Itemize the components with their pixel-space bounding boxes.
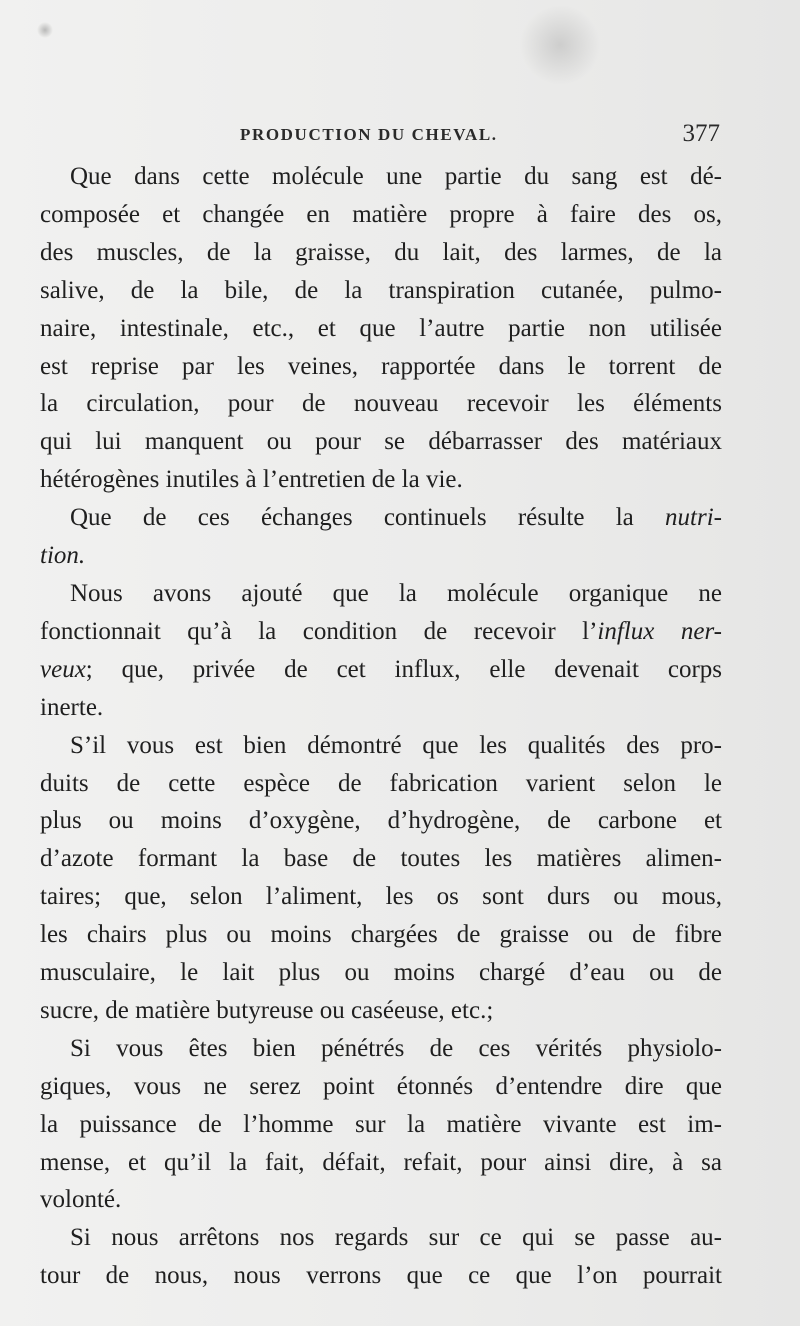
text-line: la puissance de l’homme sur la matière vivante est im- [40, 1110, 722, 1138]
italic-term: influx ner- [597, 617, 722, 645]
text-line: sucre, de matière butyreuse ou caséeuse, etc.; [40, 996, 494, 1024]
text-line: volonté. [40, 1186, 122, 1214]
text-fragment: ; que, privée de cet influx, elle devenait corps [85, 655, 722, 683]
text-line: les chairs plus ou moins chargées de graisse ou de fibre [40, 921, 722, 949]
text-line [40, 613, 722, 651]
text-line: est reprise par les veines, rapportée dans le torrent de [40, 352, 722, 380]
text-line: Que dans cette molécule une partie du sang est dé- [70, 163, 722, 190]
text-line: Nous avons ajouté que la molécule organique ne [70, 579, 722, 607]
italic-term: veux [40, 655, 86, 683]
text-line: d’azote formant la base de toutes les matières alimen- [40, 845, 722, 873]
text-line: naire, intestinale, etc., et que l’autre partie non utilisée [40, 314, 722, 342]
italic-term: tion. [40, 542, 86, 570]
text-line: plus ou moins d’oxygène, d’hydrogène, de carbone et [40, 807, 722, 835]
text-line [40, 499, 722, 537]
italic-term: nutri- [665, 504, 722, 532]
text-line: des muscles, de la graisse, du lait, des larmes, de la [40, 238, 722, 266]
running-head [40, 120, 720, 150]
text-line: qui lui manquent ou pour se débarrasser des matériaux [40, 428, 722, 456]
text-line: hétérogènes inutiles à l’entretien de la vie. [40, 466, 463, 494]
text-line: duits de cette espèce de fabrication varient selon le [40, 769, 722, 797]
text-line: S’il vous est bien démontré que les qualités des pro- [70, 731, 722, 759]
text-fragment: fonctionnait qu’à la condition de recevoir l’ [40, 617, 598, 645]
text-line: mense, et qu’il la fait, défait, refait, pour ainsi dire, à sa [40, 1148, 722, 1176]
text-line [40, 537, 722, 575]
text-line: musculaire, le lait plus ou moins chargé d’eau ou de [40, 959, 722, 987]
body-text [40, 158, 722, 1295]
text-line: salive, de la bile, de la transpiration cutanée, pulmo- [40, 276, 722, 304]
text-line: giques, vous ne serez point étonnés d’entendre dire que [40, 1072, 722, 1100]
text-line [40, 651, 722, 689]
text-line: tour de nous, nous verrons que ce que l’on pourrait [40, 1262, 722, 1290]
text-fragment: Que de ces échanges continuels résulte la [70, 504, 634, 532]
text-line: inerte. [40, 693, 104, 721]
text-line: taires; que, selon l’aliment, les os sont durs ou mous, [40, 883, 722, 911]
text-line: Si nous arrêtons nos regards sur ce qui se passe au- [70, 1224, 722, 1252]
page-number: 377 [682, 120, 720, 147]
text-line: Si vous êtes bien pénétrés de ces vérités physiolo- [70, 1034, 722, 1062]
running-title: PRODUCTION DU CHEVAL. [240, 125, 498, 144]
text-line: composée et changée en matière propre à faire des os, [40, 200, 722, 228]
text-line: la circulation, pour de nouveau recevoir les éléments [40, 390, 722, 418]
